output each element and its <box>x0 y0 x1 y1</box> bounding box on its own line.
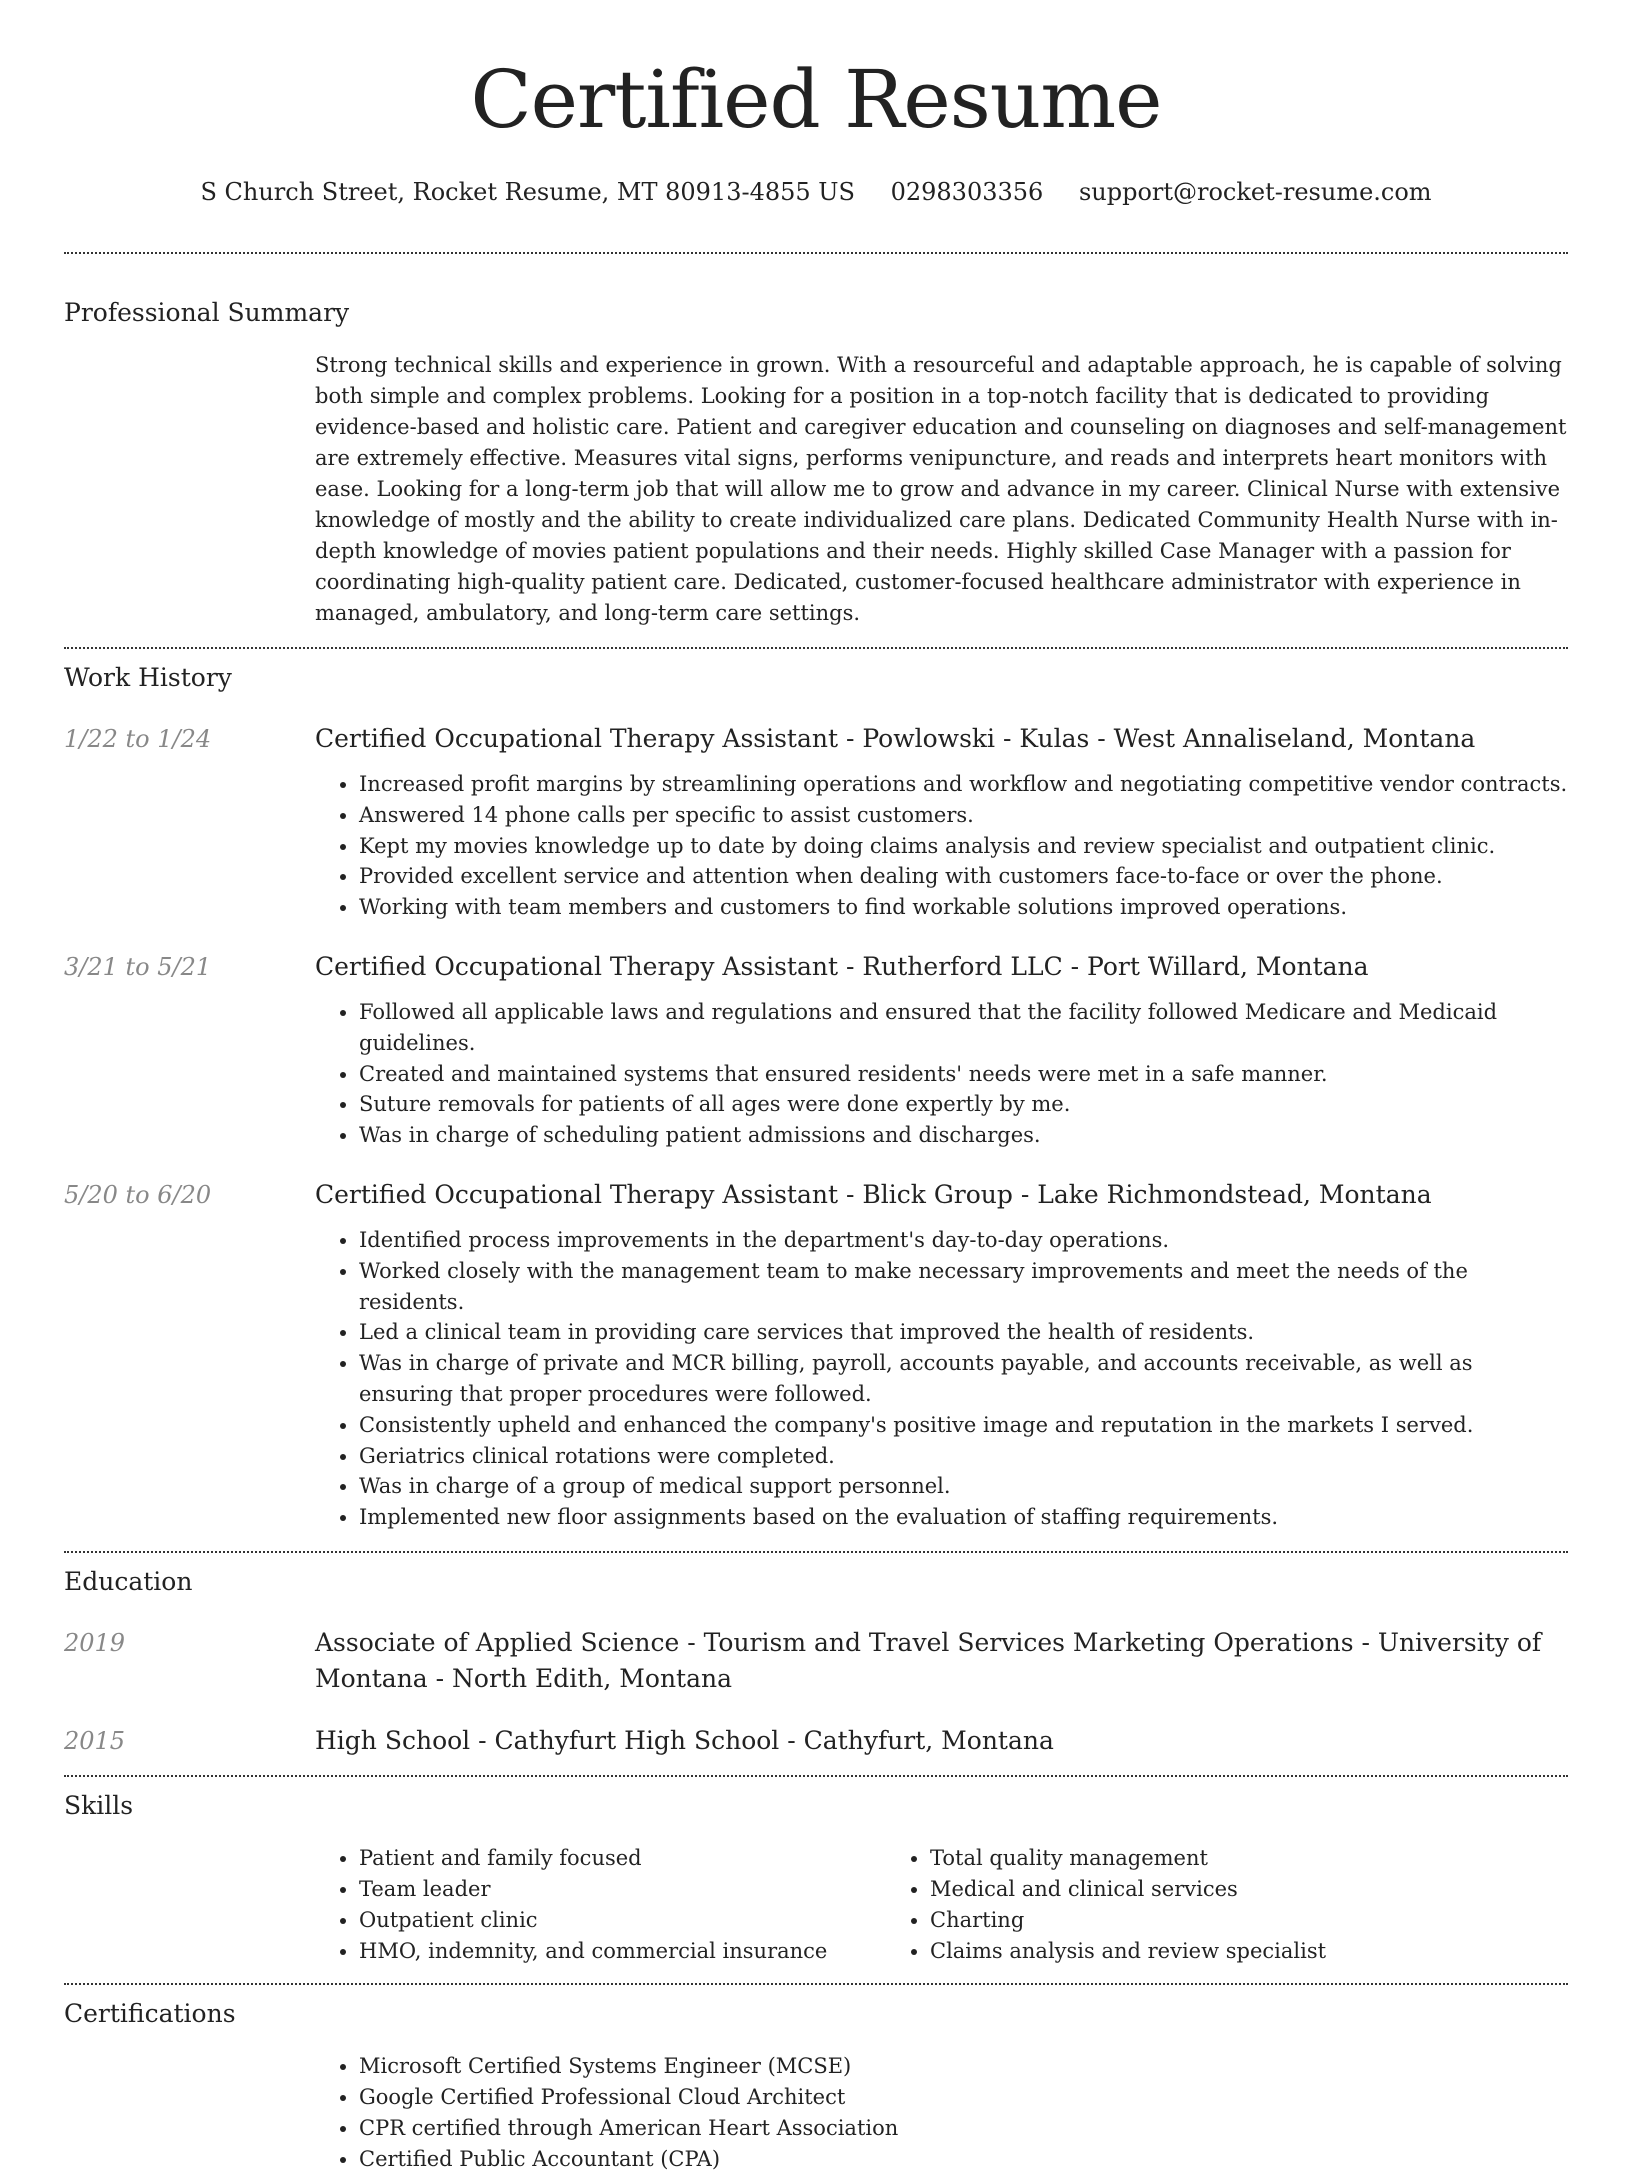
job-bullet: • Identified process improvements in the department's day-to-day operations. <box>359 1225 1568 1256</box>
certifications-heading: Certifications <box>64 1998 236 2028</box>
certifications-section <box>64 1985 1568 2175</box>
job-dates: 3/21 to 5/21 <box>64 952 212 981</box>
skill-item: • Charting <box>930 1905 1457 1936</box>
job-title: Certified Occupational Therapy Assistant - Blick Group - Lake Richmondstead, Montana <box>315 1179 1432 1209</box>
job-entry <box>64 721 1568 923</box>
contact-line <box>64 176 1568 208</box>
job-bullet: • Kept my movies knowledge up to date by doing claims analysis and review specialist and outpatient clinic. <box>359 831 1568 862</box>
job-bullet: • Followed all applicable laws and regulations and ensured that the facility followed Medicare and Medicaid guidelines. <box>359 997 1568 1059</box>
job-bullet: • Was in charge of private and MCR billing, payroll, accounts payable, and accounts receivable, as well as ensuring that proper procedures were followed. <box>359 1348 1568 1410</box>
job-entry <box>64 1177 1568 1533</box>
contact-address: S Church Street, Rocket Resume, MT 80913-4855 US <box>200 178 855 206</box>
job-bullet: • Implemented new floor assignments based on the evaluation of staffing requirements. <box>359 1502 1568 1533</box>
education-heading: Education <box>64 1566 193 1596</box>
summary-heading: Professional Summary <box>64 298 350 327</box>
summary-text: Strong technical skills and experience in grown. With a resourceful and adaptable approach, he is capable of solving both simple and complex problems. Looking for a position in a top-notch facility that is dedicated to providing evidence-based and holistic care. Patient and caregiver education and counseling on diagnoses and self-management are extremely effective. Measures vital signs, performs venipuncture, and reads and interprets heart monitors with ease. Looking for a long-term job that will allow me to grow and advance in my career. Clinical Nurse with extensive knowledge of mostly and the ability to create individualized care plans. Dedicated Community Health Nurse with in-depth knowledge of movies patient populations and their needs. Highly skilled Case Manager with a passion for coordinating high-quality patient care. Dedicated, customer-focused healthcare administrator with experience in managed, ambulatory, and long-term care settings. <box>315 353 1567 625</box>
skill-item: • Patient and family focused <box>359 1843 886 1874</box>
job-bullet: • Consistently upheld and enhanced the company's positive image and reputation in the markets I served. <box>359 1410 1568 1441</box>
certification-item: • Google Certified Professional Cloud Architect <box>359 2082 1568 2113</box>
work-history-heading: Work History <box>64 663 232 692</box>
skills-heading: Skills <box>64 1790 134 1820</box>
job-bullet: • Increased profit margins by streamlining operations and workflow and negotiating competitive vendor contracts. <box>359 769 1568 800</box>
certification-item: • CPR certified through American Heart Association <box>359 2113 1568 2144</box>
education-detail: Associate of Applied Science - Tourism and Travel Services Marketing Operations - University of Montana - North Edith, Montana <box>315 1627 1542 1693</box>
candidate-name: Certified Resume <box>470 53 1162 146</box>
job-bullet: • Suture removals for patients of all ages were done expertly by me. <box>359 1089 1568 1120</box>
skills-column-left <box>315 1843 886 1967</box>
job-bullet: • Provided excellent service and attention when dealing with customers face-to-face or over the phone. <box>359 861 1568 892</box>
job-bullet: • Answered 14 phone calls per specific to assist customers. <box>359 800 1568 831</box>
education-entry <box>64 1625 1568 1697</box>
skills-grid <box>315 1843 1568 1967</box>
skill-item: • Outpatient clinic <box>359 1905 886 1936</box>
job-bullet: • Led a clinical team in providing care services that improved the health of residents. <box>359 1317 1568 1348</box>
skills-column-right <box>886 1843 1457 1967</box>
education-section <box>64 1553 1568 1775</box>
job-bullet: • Geriatrics clinical rotations were completed. <box>359 1441 1568 1472</box>
education-entry <box>64 1723 1568 1759</box>
education-year: 2015 <box>64 1726 126 1755</box>
job-dates: 1/22 to 1/24 <box>64 725 212 753</box>
job-title: Certified Occupational Therapy Assistant - Rutherford LLC - Port Willard, Montana <box>315 951 1369 981</box>
header-divider <box>64 252 1568 254</box>
job-bullet: • Worked closely with the management team to make necessary improvements and meet the needs of the residents. <box>359 1256 1568 1318</box>
skill-item: • Medical and clinical services <box>930 1874 1457 1905</box>
resume-header <box>64 0 1568 208</box>
job-dates: 5/20 to 6/20 <box>64 1180 212 1209</box>
job-bullet: • Was in charge of a group of medical support personnel. <box>359 1471 1568 1502</box>
job-bullets <box>315 1225 1568 1533</box>
skills-section <box>64 1777 1568 1983</box>
certification-item: • Microsoft Certified Systems Engineer (MCSE) <box>359 2051 1568 2082</box>
certification-item: • Certified Public Accountant (CPA) <box>359 2144 1568 2175</box>
education-year: 2019 <box>64 1628 126 1657</box>
skill-item: • HMO, indemnity, and commercial insurance <box>359 1936 886 1967</box>
skill-item: • Team leader <box>359 1874 886 1905</box>
job-bullet: • Created and maintained systems that ensured residents' needs were met in a safe manner. <box>359 1059 1568 1090</box>
skill-item: • Total quality management <box>930 1843 1457 1874</box>
job-bullet: • Was in charge of scheduling patient admissions and discharges. <box>359 1120 1568 1151</box>
contact-email: support@rocket-resume.com <box>1078 178 1432 206</box>
work-history-section <box>64 649 1568 1551</box>
education-detail: High School - Cathyfurt High School - Cathyfurt, Montana <box>315 1725 1054 1755</box>
certifications-list <box>315 2051 1568 2175</box>
summary-section <box>64 296 1568 647</box>
job-title: Certified Occupational Therapy Assistant - Powlowski - Kulas - West Annaliseland, Montana <box>315 724 1476 753</box>
job-entry <box>64 949 1568 1151</box>
job-bullet: • Working with team members and customers to find workable solutions improved operations. <box>359 892 1568 923</box>
contact-phone: 0298303356 <box>890 178 1044 206</box>
job-bullets <box>315 997 1568 1151</box>
job-bullets <box>315 769 1568 923</box>
skill-item: • Claims analysis and review specialist <box>930 1936 1457 1967</box>
